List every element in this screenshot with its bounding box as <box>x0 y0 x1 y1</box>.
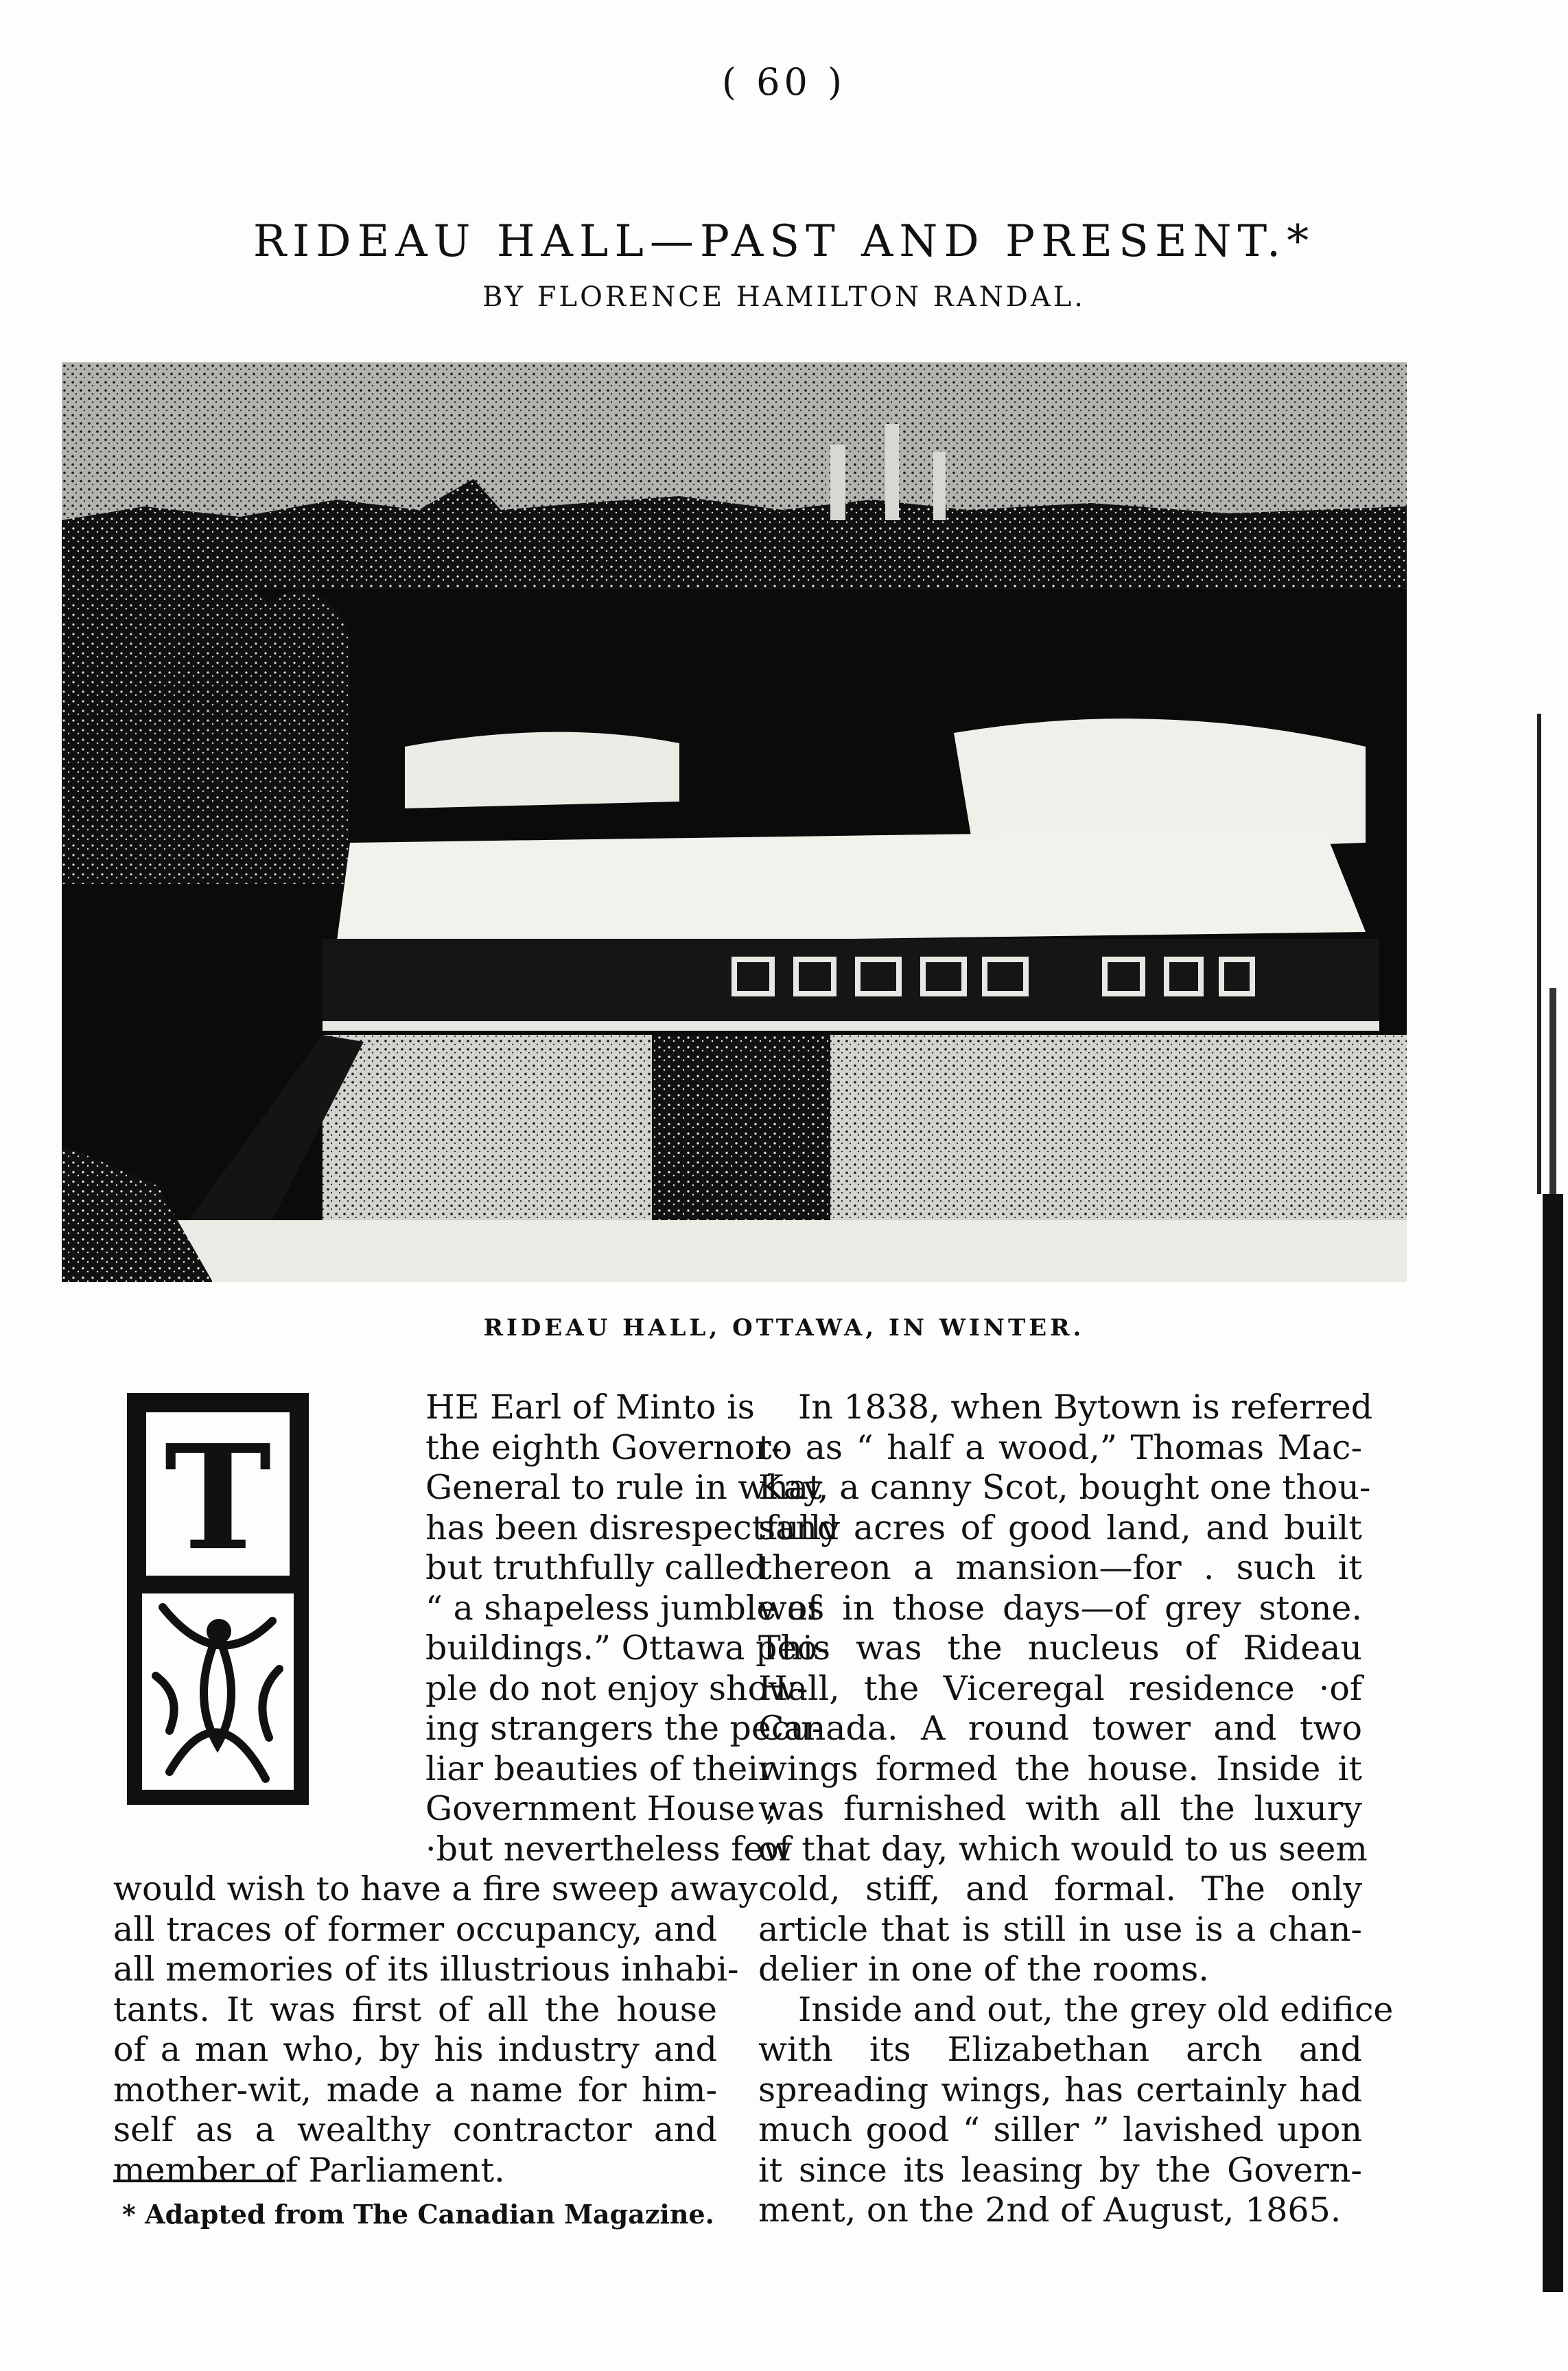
drop-cap-letter: T <box>164 1413 272 1582</box>
page-edge-shadow <box>1530 714 1568 2292</box>
text-line: article that is still in use is a chan- <box>758 1909 1362 1949</box>
text-line: ing strangers the pecu- <box>425 1709 823 1748</box>
text-line: Kay, a canny Scot, bought one thou- <box>758 1468 1371 1507</box>
text-line: Canada. A round tower and two <box>758 1709 1362 1748</box>
text-line: of a man who, by his industry and <box>113 2030 717 2069</box>
text-line: buildings.” Ottawa peo- <box>425 1628 829 1668</box>
text-line: In 1838, when Bytown is referred <box>798 1388 1373 1427</box>
text-line: of that day, which would to us seem <box>758 1829 1368 1869</box>
winter-scene-image <box>62 362 1407 1282</box>
footnote: * Adapted from The Canadian Magazine. <box>122 2199 714 2230</box>
text-line: but truthfully called <box>425 1548 767 1587</box>
column-right <box>758 1388 1394 2231</box>
photo-caption: RIDEAU HALL, OTTAWA, IN WINTER. <box>483 1314 1085 1342</box>
footnote-rule <box>113 2180 285 2182</box>
text-line: self as a wealthy contractor and <box>113 2110 717 2149</box>
text-line: much good “ siller ” lavished upon <box>758 2110 1362 2149</box>
text-line: spreading wings, has certainly had <box>758 2070 1362 2110</box>
column-left <box>113 1388 840 2191</box>
text-line: ment, on the 2nd of August, 1865. <box>758 2191 1342 2230</box>
text-line: This was the nucleus of Rideau <box>758 1628 1362 1668</box>
text-line: “ a shapeless jumble of <box>425 1588 820 1628</box>
text-line: was in those days—of grey stone. <box>758 1588 1362 1628</box>
text-line: Hall, the Viceregal residence ·of <box>758 1668 1362 1708</box>
text-line: General to rule in what <box>425 1468 822 1507</box>
text-line: wings formed the house. Inside it <box>758 1749 1362 1788</box>
text-line: delier in one of the rooms. <box>758 1950 1209 1989</box>
text-line: mother-wit, made a name for him- <box>113 2070 717 2110</box>
text-line: ple do not enjoy show- <box>425 1668 808 1708</box>
article-title: RIDEAU HALL—PAST AND PRESENT.* <box>253 215 1315 267</box>
text-line: would wish to have a fire sweep away <box>113 1869 758 1908</box>
text-line: cold, stiff, and formal. The only <box>758 1869 1362 1908</box>
text-line: to as “ half a wood,” Thomas Mac- <box>758 1427 1362 1467</box>
text-line: tants. It was first of all the house <box>113 1989 717 2029</box>
text-line: it since its leasing by the Govern- <box>758 2150 1362 2190</box>
page-number: ( 60 ) <box>721 60 847 104</box>
text-line: Inside and out, the grey old edifice <box>798 1989 1394 2029</box>
text-line: ·but nevertheless few <box>425 1829 793 1869</box>
text-line: Government House ; <box>425 1789 777 1828</box>
text-line: all memories of its illustrious inhabi- <box>113 1950 739 1989</box>
text-line: sand acres of good land, and built <box>758 1508 1362 1547</box>
text-line: the eighth Governor- <box>425 1427 783 1467</box>
rideau-hall-photo <box>62 362 1407 1282</box>
text-line: all traces of former occupancy, and <box>113 1909 717 1949</box>
text-line: thereon a mansion—for . such it <box>758 1548 1362 1587</box>
text-line: has been disrespectfully <box>425 1508 840 1547</box>
text-line: liar beauties of their <box>425 1749 775 1788</box>
text-line: with its Elizabethan arch and <box>758 2030 1362 2069</box>
text-line: member of Parliament. <box>113 2150 505 2190</box>
author-byline: BY FLORENCE HAMILTON RANDAL. <box>482 281 1086 313</box>
text-line: was furnished with all the luxury <box>758 1789 1362 1828</box>
text-line: HE Earl of Minto is <box>425 1388 755 1427</box>
